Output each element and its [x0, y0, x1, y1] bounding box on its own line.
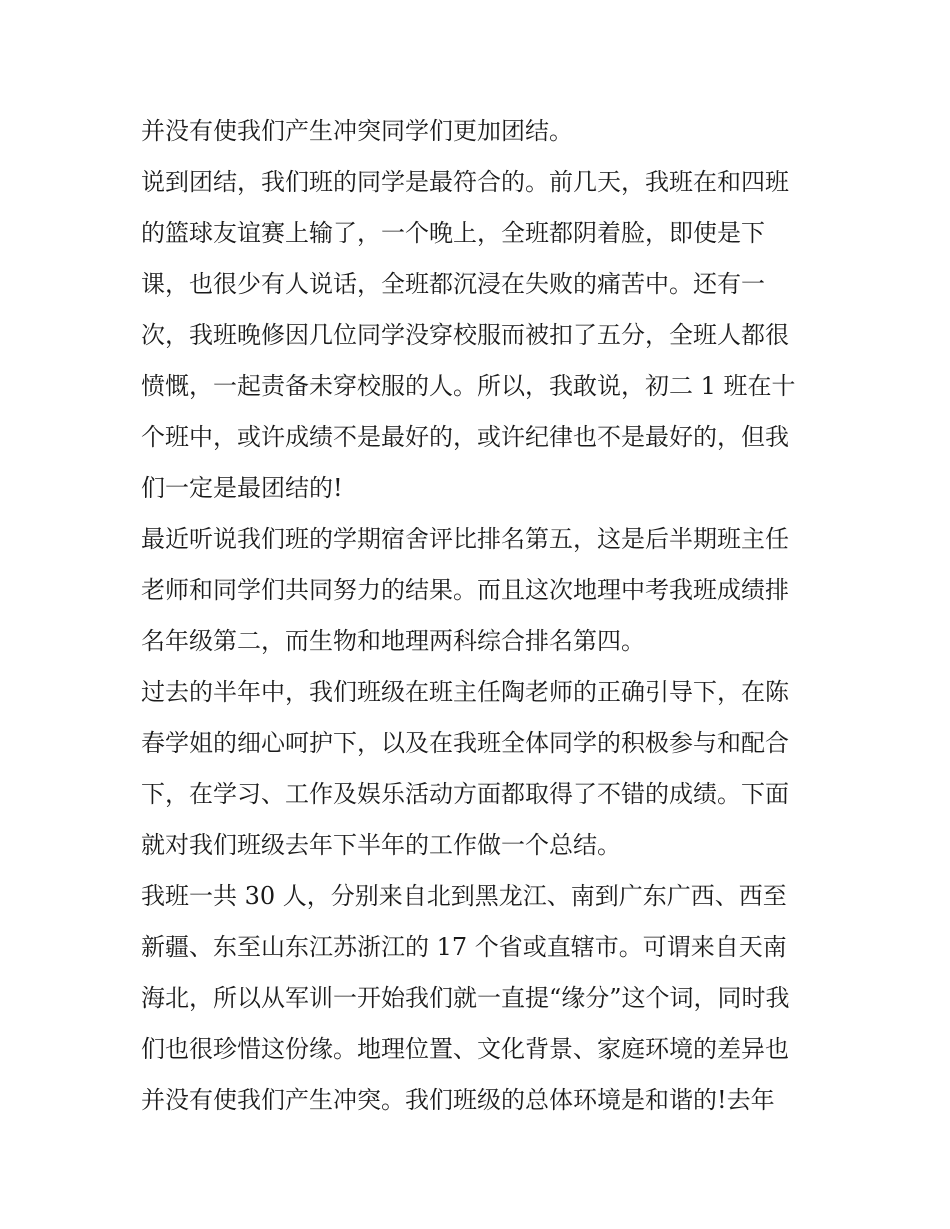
text-line: 名年级第二，而生物和地理两科综合排名第四。 — [141, 627, 645, 655]
text-line: 春学姐的细心呵护下，以及在我班全体同学的积极参与和配合 — [141, 729, 789, 757]
text-line: 海北，所以从军训一开始我们就一直提“缘分”这个词，同时我 — [141, 984, 790, 1012]
text-line: 新疆、东至山东江苏浙江的 17 个省或直辖市。可谓来自天南 — [141, 933, 787, 961]
text-line: 最近听说我们班的学期宿舍评比排名第五，这是后半期班主任 — [141, 525, 789, 553]
text-line: 就对我们班级去年下半年的工作做一个总结。 — [141, 831, 621, 859]
text-line: 下，在学习、工作及娱乐活动方面都取得了不错的成绩。下面 — [141, 780, 789, 808]
text-line: 老师和同学们共同努力的结果。而且这次地理中考我班成绩排 — [141, 576, 789, 604]
text-line: 说到团结，我们班的同学是最符合的。前几天，我班在和四班 — [141, 168, 789, 196]
text-line: 并没有使我们产生冲突同学们更加团结。 — [141, 117, 573, 145]
text-line: 们也很珍惜这份缘。地理位置、文化背景、家庭环境的差异也 — [141, 1035, 789, 1063]
text-line: 次，我班晚修因几位同学没穿校服而被扣了五分，全班人都很 — [141, 321, 789, 349]
text-line: 的篮球友谊赛上输了，一个晚上，全班都阴着脸，即使是下 — [141, 219, 765, 247]
text-line: 课，也很少有人说话，全班都沉浸在失败的痛苦中。还有一 — [141, 270, 765, 298]
text-line: 并没有使我们产生冲突。我们班级的总体环境是和谐的!去年 — [141, 1086, 775, 1114]
text-line: 我班一共 30 人，分别来自北到黑龙江、南到广东广西、西至 — [141, 882, 787, 910]
text-line: 愤慨，一起责备未穿校服的人。所以，我敢说，初二 1 班在十 — [141, 372, 796, 400]
document-body — [141, 106, 821, 1126]
text-line: 个班中，或许成绩不是最好的，或许纪律也不是最好的，但我 — [141, 423, 789, 451]
text-line: 们一定是最团结的! — [141, 474, 343, 502]
text-line: 过去的半年中，我们班级在班主任陶老师的正确引导下，在陈 — [141, 678, 789, 706]
